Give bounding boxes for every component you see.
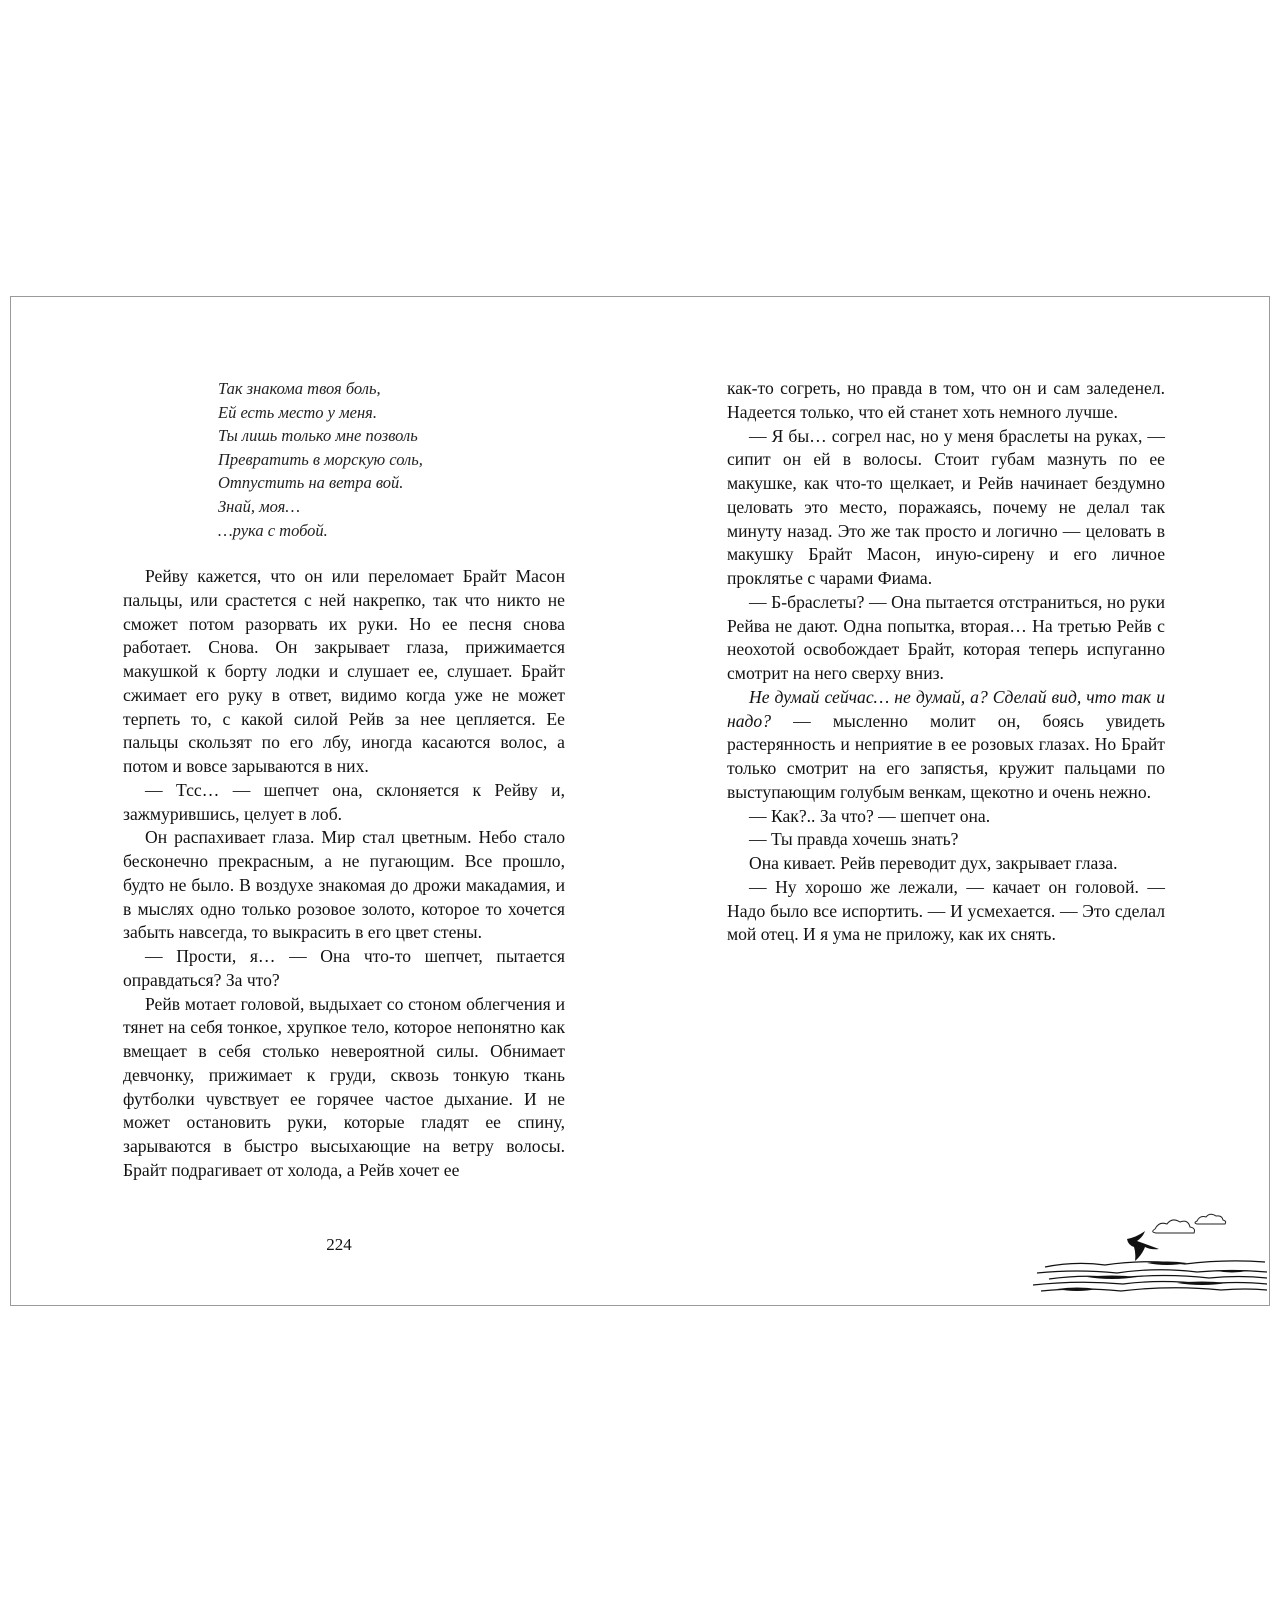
paragraph: Она кивает. Рейв переводит дух, закрывает глаза. (749, 853, 1118, 873)
cloud-icon (1153, 1214, 1226, 1233)
paragraph: — Прости, я… — Она что-то шепчет, пытается оправдаться? За что? (123, 946, 565, 990)
waves-icon (1033, 1261, 1267, 1291)
sea-bird-illustration (1027, 1201, 1267, 1301)
poem-line: Ей есть место у меня. (218, 402, 377, 422)
paragraph: — Ну хорошо же лежали, — качает он головой. — Надо было все испортить. — И усмехается. — Это сделал мой отец. И я ума не приложу, как их снять. (727, 876, 1165, 945)
thought-rest: — мысленно молит он, боясь увидеть растерянность и неприятие в ее розовых глазах. Но Брайт только смотрит на его запястья, кружит пальцами по выступающим голубым венкам, щекотно и очень нежно. (727, 710, 1165, 802)
poem (218, 377, 423, 542)
paragraph: — Как?.. За что? — шепчет она. (749, 805, 991, 826)
poem-line: Отпустить на ветра вой. (218, 473, 404, 493)
paragraph: Рейв мотает головой, выдыхает со стоном облегчения и тянет на себя тонкое, хрупкое тело, которое непонятно как вмещает в себя столько невероятной силы. Обнимает девчонку, прижимает к груди, сквозь тонкую ткань футболки чувствует ее горячее частое дыхание. И не может остановить руки, которые гладят ее спину, зарываются в быстро высыхающие на ветру волосы. Брайт подрагивает от холода, а Рейв хочет ее (123, 993, 565, 1180)
book-spread (10, 296, 1270, 1306)
poem-line: Знай, моя… (218, 496, 301, 516)
paragraph-continuation: как-то согреть, но правда в том, что он и сам заледенел. Надеется только, что ей станет хоть немного лучше. (727, 378, 1165, 422)
paragraph: Он распахивает глаза. Мир стал цветным. Небо стало бесконечно прекрасным, а не пугающим. Все прошло, будто не было. В воздухе знакомая до дрожи макадамия, и в мыслях одно только розовое золото, которое то хочется забыть навсегда, то выкрасить в его цвет стены. (123, 827, 565, 943)
poem-line: Так знакома твоя боль, (218, 379, 381, 398)
poem-line: Превратить в морскую соль, (218, 449, 423, 469)
poem-line: Ты лишь только мне позволь (218, 426, 418, 446)
paragraph: — Тсс… — шепчет она, склоняется к Рейву и, зажмурившись, целует в лоб. (123, 779, 565, 824)
paragraph (727, 686, 1165, 805)
right-page (641, 297, 1271, 1305)
paragraph: — Б-браслеты? — Она пытается отстраниться, но руки Рейва не дают. Одна попытка, вторая… На третью Рейв с неохотой освобождает Брайт, которая теперь испуганно смотрит на него сверху вниз. (727, 591, 1165, 683)
left-body-text (123, 565, 565, 1183)
page-number: 224 (326, 1235, 352, 1254)
italic-thought: Не думай сейчас… не думай, а? Сделай вид, что так и надо? (727, 686, 1165, 731)
bird-icon (1127, 1231, 1159, 1261)
left-page (11, 297, 641, 1305)
poem-line: …рука с тобой. (218, 520, 328, 540)
paragraph: Рейву кажется, что он или переломает Брайт Масон пальцы, или срастется с ней накрепко, так что никто не сможет потом разорвать их руки. Но ее песня снова работает. Снова. Он закрывает глаза, прижимается макушкой к борту лодки и слушает ее, слушает. Брайт сжимает его руку в ответ, видимо когда уже не может терпеть то, с какой силой Рейв за нее цепляется. Ее пальцы скользят по его лбу, иногда касаются волос, а потом и вовсе зарываются в них. (123, 566, 565, 776)
paragraph: — Ты правда хочешь знать? (749, 829, 959, 850)
right-body-text (727, 377, 1165, 947)
paragraph: — Я бы… согрел нас, но у меня браслеты на руках, — сипит он ей в волосы. Стоит губам мазнуть по ее макушке, как что-то щелкает, и Рейв начинает бездумно целовать это место, поражаясь, почему не делал так минуту назад. Это же так просто и логично — целовать в макушку Брайт Масон, иную-сирену и его личное проклятье с чарами Фиама. (727, 425, 1165, 588)
